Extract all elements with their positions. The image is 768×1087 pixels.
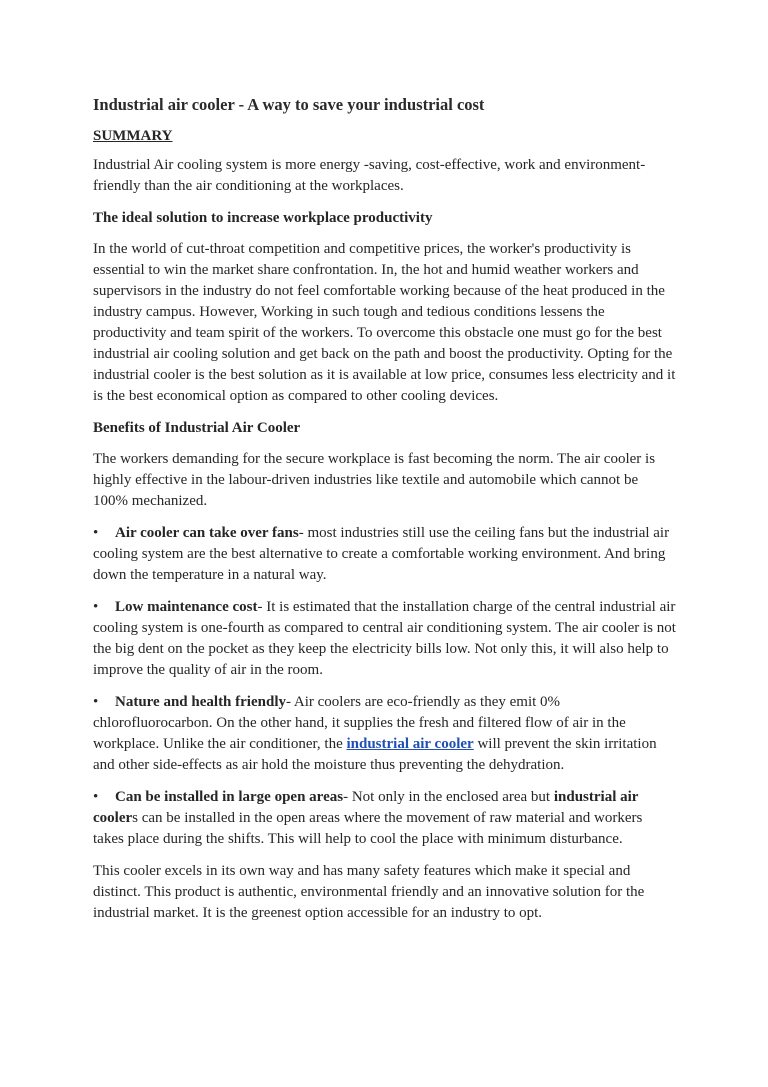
bullet-item-fans — [93, 523, 676, 586]
bullet-title: Air cooler can take over fans — [115, 525, 299, 541]
section-productivity-heading: The ideal solution to increase workplace productivity — [93, 210, 433, 226]
bullet-title: Nature and health friendly — [115, 694, 286, 710]
bullet-title: Can be installed in large open areas — [115, 789, 344, 805]
closing-paragraph: This cooler excels in its own way and has many safety features which make it special and distinct. This product is authentic, environmental friendly and an innovative solution for the industrial market. It is the greenest option accessible for an industry to opt. — [93, 863, 645, 921]
bullet-text-after: will prevent the skin irritation and other side-effects as air hold the moisture thus preventing the dehydration. — [93, 736, 657, 773]
bullet-icon: • — [93, 789, 99, 805]
bullet-item-maintenance — [93, 597, 676, 681]
summary-heading: SUMMARY — [93, 128, 173, 144]
bullet-text-before: - Air coolers are eco-friendly as they emit 0% chlorofluorocarbon. On the other hand, it supplies the fresh and filtered flow of air in the workplace. Unlike the air conditioner, the — [93, 694, 626, 752]
bullet-item-open-areas — [93, 787, 676, 850]
bullet-text-after: s can be installed in the open areas where the movement of raw material and workers takes place during the shifts. This will help to cool the place with minimum disturbance. — [93, 810, 643, 847]
bullet-text: - most industries still use the ceiling fans but the industrial air cooling system are the best alternative to create a comfortable working environment. And bring down the temperature in a natural way. — [93, 525, 670, 583]
bullet-icon: • — [93, 525, 99, 541]
bullet-icon: • — [93, 599, 99, 615]
summary-paragraph: Industrial Air cooling system is more energy -saving, cost-effective, work and environment-friendly than the air conditioning at the workplaces. — [93, 157, 646, 194]
section-productivity-paragraph: In the world of cut-throat competition and competitive prices, the worker's productivity is essential to win the market share confrontation. In, the hot and humid weather workers and supervisors in the industry do not feel comfortable working because of the heat produced in the industry campus. However, Working in such tough and tedious conditions lessens the productivity and team spirit of the workers. To overcome this obstacle one must go for the best industrial air cooling solution and get back on the path and boost the productivity. Opting for the industrial cooler is the best solution as it is available at low price, consumes less electricity and it is the best economical option as compared to other cooling devices. — [93, 241, 676, 404]
bullet-item-nature — [93, 692, 676, 776]
bullet-icon: • — [93, 694, 99, 710]
industrial-air-cooler-link[interactable]: industrial air cooler — [346, 736, 474, 752]
section-benefits-paragraph: The workers demanding for the secure workplace is fast becoming the norm. The air cooler is highly effective in the labour-driven industries like textile and automobile which cannot be 100% mechanized. — [93, 451, 656, 509]
document-title: Industrial air cooler - A way to save your industrial cost — [93, 95, 485, 114]
bullet-text-before: - Not only in the enclosed area but — [343, 789, 554, 805]
section-benefits-heading: Benefits of Industrial Air Cooler — [93, 420, 301, 436]
bullet-inline-bold: industrial air cooler — [93, 789, 639, 826]
bullet-text: - It is estimated that the installation charge of the central industrial air cooling system is one-fourth as compared to central air conditioning system. The air cooler is not the big dent on the pocket as they keep the electricity bills low. Not only this, it will also help to improve the quality of air in the room. — [93, 599, 676, 678]
bullet-title: Low maintenance cost — [115, 599, 258, 615]
